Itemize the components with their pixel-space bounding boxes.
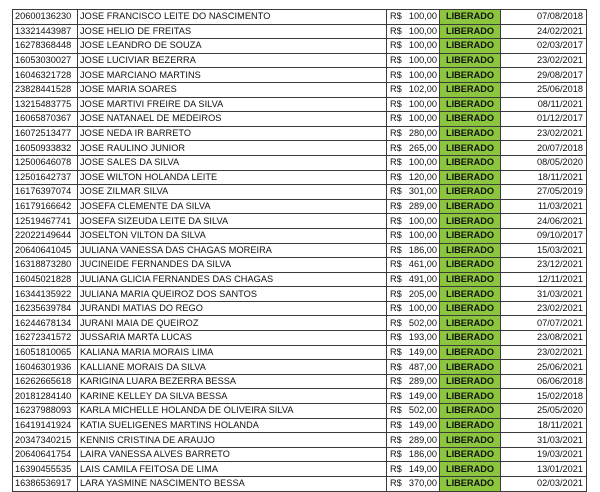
cell-currency: R$ bbox=[387, 316, 406, 331]
table-row bbox=[13, 185, 587, 200]
table-row bbox=[13, 272, 587, 287]
cell-currency: R$ bbox=[387, 433, 406, 448]
cell-amount: 487,00 bbox=[406, 360, 440, 375]
cell-status: LIBERADO bbox=[440, 53, 501, 68]
cell-name: JOSE WILTON HOLANDA LEITE bbox=[78, 170, 387, 185]
cell-date: 11/03/2021 bbox=[501, 199, 587, 214]
cell-currency: R$ bbox=[387, 462, 406, 477]
cell-currency: R$ bbox=[387, 258, 406, 273]
cell-date: 25/05/2020 bbox=[501, 404, 587, 419]
table-row bbox=[13, 287, 587, 302]
cell-date: 20/07/2018 bbox=[501, 141, 587, 156]
cell-name: LARA YASMINE NASCIMENTO BESSA bbox=[78, 477, 387, 492]
cell-status: LIBERADO bbox=[440, 316, 501, 331]
cell-status: LIBERADO bbox=[440, 462, 501, 477]
table-row bbox=[13, 126, 587, 141]
cell-date: 07/08/2018 bbox=[501, 10, 587, 25]
table-row bbox=[13, 24, 587, 39]
cell-name: JOSE MARIA SOARES bbox=[78, 82, 387, 97]
cell-name: JOSE FRANCISCO LEITE DO NASCIMENTO bbox=[78, 10, 387, 25]
cell-id: 16278368448 bbox=[13, 39, 78, 54]
cell-name: JOSE RAULINO JUNIOR bbox=[78, 141, 387, 156]
table-row bbox=[13, 10, 587, 25]
cell-status: LIBERADO bbox=[440, 360, 501, 375]
cell-name: LAIS CAMILA FEITOSA DE LIMA bbox=[78, 462, 387, 477]
table-row bbox=[13, 345, 587, 360]
cell-currency: R$ bbox=[387, 24, 406, 39]
table-row bbox=[13, 316, 587, 331]
cell-date: 08/11/2021 bbox=[501, 97, 587, 112]
cell-status: LIBERADO bbox=[440, 199, 501, 214]
table-row bbox=[13, 155, 587, 170]
table-row bbox=[13, 97, 587, 112]
table-row bbox=[13, 82, 587, 97]
cell-amount: 502,00 bbox=[406, 316, 440, 331]
cell-id: 20181284140 bbox=[13, 389, 78, 404]
cell-id: 12500646078 bbox=[13, 155, 78, 170]
cell-date: 15/02/2018 bbox=[501, 389, 587, 404]
cell-status: LIBERADO bbox=[440, 214, 501, 229]
table-row bbox=[13, 404, 587, 419]
cell-name: LAIRA VANESSA ALVES BARRETO bbox=[78, 447, 387, 462]
cell-date: 02/03/2021 bbox=[501, 477, 587, 492]
cell-currency: R$ bbox=[387, 345, 406, 360]
cell-status: LIBERADO bbox=[440, 258, 501, 273]
cell-currency: R$ bbox=[387, 97, 406, 112]
cell-status: LIBERADO bbox=[440, 477, 501, 492]
cell-amount: 193,00 bbox=[406, 331, 440, 346]
cell-amount: 102,00 bbox=[406, 82, 440, 97]
table-row bbox=[13, 199, 587, 214]
cell-amount: 100,00 bbox=[406, 214, 440, 229]
cell-status: LIBERADO bbox=[440, 287, 501, 302]
cell-id: 12501642737 bbox=[13, 170, 78, 185]
table-row bbox=[13, 258, 587, 273]
cell-amount: 186,00 bbox=[406, 243, 440, 258]
cell-currency: R$ bbox=[387, 447, 406, 462]
cell-id: 16344135922 bbox=[13, 287, 78, 302]
cell-name: JOSEFA SIZEUDA LEITE DA SILVA bbox=[78, 214, 387, 229]
cell-date: 19/03/2021 bbox=[501, 447, 587, 462]
cell-status: LIBERADO bbox=[440, 404, 501, 419]
cell-date: 23/02/2021 bbox=[501, 53, 587, 68]
cell-id: 16053030027 bbox=[13, 53, 78, 68]
cell-name: JOSE SALES DA SILVA bbox=[78, 155, 387, 170]
cell-amount: 149,00 bbox=[406, 345, 440, 360]
cell-currency: R$ bbox=[387, 301, 406, 316]
cell-amount: 205,00 bbox=[406, 287, 440, 302]
cell-date: 25/06/2021 bbox=[501, 360, 587, 375]
cell-id: 20347340215 bbox=[13, 433, 78, 448]
cell-id: 16176397074 bbox=[13, 185, 78, 200]
cell-id: 16051810065 bbox=[13, 345, 78, 360]
cell-date: 07/07/2021 bbox=[501, 316, 587, 331]
cell-date: 23/02/2021 bbox=[501, 126, 587, 141]
table-row bbox=[13, 433, 587, 448]
cell-id: 16419141924 bbox=[13, 418, 78, 433]
cell-currency: R$ bbox=[387, 477, 406, 492]
cell-status: LIBERADO bbox=[440, 374, 501, 389]
cell-name: JUCINEIDE FERNANDES DA SILVA bbox=[78, 258, 387, 273]
cell-currency: R$ bbox=[387, 404, 406, 419]
cell-currency: R$ bbox=[387, 53, 406, 68]
cell-id: 20640641754 bbox=[13, 447, 78, 462]
cell-currency: R$ bbox=[387, 112, 406, 127]
cell-amount: 100,00 bbox=[406, 39, 440, 54]
cell-name: KARLA MICHELLE HOLANDA DE OLIVEIRA SILVA bbox=[78, 404, 387, 419]
cell-status: LIBERADO bbox=[440, 39, 501, 54]
cell-currency: R$ bbox=[387, 374, 406, 389]
cell-status: LIBERADO bbox=[440, 433, 501, 448]
cell-name: KALLIANE MORAIS DA SILVA bbox=[78, 360, 387, 375]
cell-name: JULIANA MARIA QUEIROZ DOS SANTOS bbox=[78, 287, 387, 302]
cell-date: 31/03/2021 bbox=[501, 433, 587, 448]
cell-name: JOSE NEDA IR BARRETO bbox=[78, 126, 387, 141]
cell-name: JOSEFA CLEMENTE DA SILVA bbox=[78, 199, 387, 214]
cell-date: 18/11/2021 bbox=[501, 170, 587, 185]
cell-currency: R$ bbox=[387, 272, 406, 287]
cell-id: 13215483775 bbox=[13, 97, 78, 112]
cell-amount: 186,00 bbox=[406, 447, 440, 462]
cell-status: LIBERADO bbox=[440, 82, 501, 97]
cell-status: LIBERADO bbox=[440, 272, 501, 287]
cell-amount: 100,00 bbox=[406, 53, 440, 68]
cell-amount: 289,00 bbox=[406, 433, 440, 448]
cell-name: JUSSARIA MARTA LUCAS bbox=[78, 331, 387, 346]
cell-currency: R$ bbox=[387, 82, 406, 97]
cell-name: JOSE HELIO DE FREITAS bbox=[78, 24, 387, 39]
cell-id: 16072513477 bbox=[13, 126, 78, 141]
cell-amount: 461,00 bbox=[406, 258, 440, 273]
table-row bbox=[13, 214, 587, 229]
cell-id: 12519467741 bbox=[13, 214, 78, 229]
cell-date: 18/11/2021 bbox=[501, 418, 587, 433]
cell-name: JURANI MAIA DE QUEIROZ bbox=[78, 316, 387, 331]
table-row bbox=[13, 389, 587, 404]
cell-name: JOSE LUCIVIAR BEZERRA bbox=[78, 53, 387, 68]
cell-status: LIBERADO bbox=[440, 185, 501, 200]
cell-amount: 149,00 bbox=[406, 462, 440, 477]
cell-status: LIBERADO bbox=[440, 126, 501, 141]
cell-currency: R$ bbox=[387, 141, 406, 156]
cell-currency: R$ bbox=[387, 10, 406, 25]
cell-status: LIBERADO bbox=[440, 68, 501, 83]
cell-amount: 289,00 bbox=[406, 374, 440, 389]
cell-amount: 370,00 bbox=[406, 477, 440, 492]
cell-date: 09/10/2017 bbox=[501, 228, 587, 243]
cell-currency: R$ bbox=[387, 389, 406, 404]
table-row bbox=[13, 331, 587, 346]
cell-amount: 100,00 bbox=[406, 112, 440, 127]
table-row bbox=[13, 112, 587, 127]
cell-name: KATIA SUELIGENES MARTINS HOLANDA bbox=[78, 418, 387, 433]
table-row bbox=[13, 228, 587, 243]
cell-id: 16046301936 bbox=[13, 360, 78, 375]
table-row bbox=[13, 462, 587, 477]
cell-name: JOSE MARTIVI FREIRE DA SILVA bbox=[78, 97, 387, 112]
table-body bbox=[13, 10, 587, 492]
cell-amount: 491,00 bbox=[406, 272, 440, 287]
cell-id: 16045021828 bbox=[13, 272, 78, 287]
cell-status: LIBERADO bbox=[440, 331, 501, 346]
cell-date: 15/03/2021 bbox=[501, 243, 587, 258]
cell-date: 08/05/2020 bbox=[501, 155, 587, 170]
cell-amount: 149,00 bbox=[406, 418, 440, 433]
cell-currency: R$ bbox=[387, 228, 406, 243]
cell-amount: 100,00 bbox=[406, 68, 440, 83]
cell-name: KENNIS CRISTINA DE ARAUJO bbox=[78, 433, 387, 448]
cell-name: KARINE KELLEY DA SILVA BESSA bbox=[78, 389, 387, 404]
cell-date: 31/03/2021 bbox=[501, 287, 587, 302]
cell-status: LIBERADO bbox=[440, 447, 501, 462]
cell-status: LIBERADO bbox=[440, 24, 501, 39]
cell-date: 23/02/2021 bbox=[501, 301, 587, 316]
cell-date: 25/06/2018 bbox=[501, 82, 587, 97]
cell-name: JOSELTON VILTON DA SILVA bbox=[78, 228, 387, 243]
cell-name: JOSE MARCIANO MARTINS bbox=[78, 68, 387, 83]
table-row bbox=[13, 374, 587, 389]
cell-currency: R$ bbox=[387, 170, 406, 185]
table-row bbox=[13, 170, 587, 185]
cell-currency: R$ bbox=[387, 185, 406, 200]
cell-date: 12/11/2021 bbox=[501, 272, 587, 287]
cell-name: JOSE ZILMAR SILVA bbox=[78, 185, 387, 200]
cell-name: KARIGINA LUARA BEZERRA BESSA bbox=[78, 374, 387, 389]
cell-currency: R$ bbox=[387, 287, 406, 302]
cell-amount: 100,00 bbox=[406, 24, 440, 39]
cell-currency: R$ bbox=[387, 126, 406, 141]
cell-currency: R$ bbox=[387, 155, 406, 170]
cell-name: JOSE NATANAEL DE MEDEIROS bbox=[78, 112, 387, 127]
cell-amount: 100,00 bbox=[406, 155, 440, 170]
cell-date: 24/06/2021 bbox=[501, 214, 587, 229]
cell-date: 24/02/2021 bbox=[501, 24, 587, 39]
cell-id: 16235639784 bbox=[13, 301, 78, 316]
cell-status: LIBERADO bbox=[440, 345, 501, 360]
cell-id: 16262665618 bbox=[13, 374, 78, 389]
cell-id: 16050933832 bbox=[13, 141, 78, 156]
cell-amount: 100,00 bbox=[406, 97, 440, 112]
cell-name: KALIANA MARIA MORAIS LIMA bbox=[78, 345, 387, 360]
cell-date: 27/05/2019 bbox=[501, 185, 587, 200]
cell-amount: 502,00 bbox=[406, 404, 440, 419]
cell-name: JOSE LEANDRO DE SOUZA bbox=[78, 39, 387, 54]
cell-id: 20640641045 bbox=[13, 243, 78, 258]
table-row bbox=[13, 360, 587, 375]
cell-date: 29/08/2017 bbox=[501, 68, 587, 83]
cell-amount: 265,00 bbox=[406, 141, 440, 156]
cell-currency: R$ bbox=[387, 418, 406, 433]
cell-amount: 100,00 bbox=[406, 228, 440, 243]
cell-status: LIBERADO bbox=[440, 112, 501, 127]
cell-id: 16272341572 bbox=[13, 331, 78, 346]
cell-id: 16046321728 bbox=[13, 68, 78, 83]
cell-amount: 100,00 bbox=[406, 10, 440, 25]
cell-id: 16390455535 bbox=[13, 462, 78, 477]
cell-id: 20600136230 bbox=[13, 10, 78, 25]
cell-status: LIBERADO bbox=[440, 418, 501, 433]
cell-id: 16065870367 bbox=[13, 112, 78, 127]
cell-currency: R$ bbox=[387, 214, 406, 229]
cell-amount: 149,00 bbox=[406, 389, 440, 404]
cell-id: 16318873280 bbox=[13, 258, 78, 273]
cell-name: JULIANA VANESSA DAS CHAGAS MOREIRA bbox=[78, 243, 387, 258]
cell-status: LIBERADO bbox=[440, 389, 501, 404]
cell-id: 16179166642 bbox=[13, 199, 78, 214]
cell-amount: 280,00 bbox=[406, 126, 440, 141]
cell-amount: 120,00 bbox=[406, 170, 440, 185]
table-row bbox=[13, 39, 587, 54]
cell-id: 16237988093 bbox=[13, 404, 78, 419]
table-row bbox=[13, 447, 587, 462]
table-row bbox=[13, 53, 587, 68]
cell-date: 02/03/2017 bbox=[501, 39, 587, 54]
table-row bbox=[13, 418, 587, 433]
cell-date: 06/06/2018 bbox=[501, 374, 587, 389]
cell-name: JULIANA GLICIA FERNANDES DAS CHAGAS bbox=[78, 272, 387, 287]
cell-currency: R$ bbox=[387, 360, 406, 375]
cell-status: LIBERADO bbox=[440, 155, 501, 170]
cell-amount: 100,00 bbox=[406, 301, 440, 316]
cell-status: LIBERADO bbox=[440, 228, 501, 243]
cell-amount: 289,00 bbox=[406, 199, 440, 214]
cell-status: LIBERADO bbox=[440, 10, 501, 25]
cell-status: LIBERADO bbox=[440, 243, 501, 258]
cell-date: 23/02/2021 bbox=[501, 345, 587, 360]
table-row bbox=[13, 68, 587, 83]
cell-currency: R$ bbox=[387, 331, 406, 346]
cell-date: 23/08/2021 bbox=[501, 331, 587, 346]
cell-status: LIBERADO bbox=[440, 170, 501, 185]
cell-id: 23828441528 bbox=[13, 82, 78, 97]
table-row bbox=[13, 301, 587, 316]
cell-amount: 301,00 bbox=[406, 185, 440, 200]
table-row bbox=[13, 141, 587, 156]
cell-currency: R$ bbox=[387, 39, 406, 54]
cell-date: 13/01/2021 bbox=[501, 462, 587, 477]
cell-currency: R$ bbox=[387, 199, 406, 214]
cell-id: 22022149644 bbox=[13, 228, 78, 243]
cell-date: 23/12/2021 bbox=[501, 258, 587, 273]
beneficiary-table bbox=[12, 9, 587, 492]
table-row bbox=[13, 243, 587, 258]
cell-status: LIBERADO bbox=[440, 301, 501, 316]
cell-id: 16386536917 bbox=[13, 477, 78, 492]
cell-status: LIBERADO bbox=[440, 141, 501, 156]
cell-name: JURANDI MATIAS DO REGO bbox=[78, 301, 387, 316]
cell-status: LIBERADO bbox=[440, 97, 501, 112]
cell-id: 16244678134 bbox=[13, 316, 78, 331]
cell-currency: R$ bbox=[387, 243, 406, 258]
cell-currency: R$ bbox=[387, 68, 406, 83]
cell-date: 01/12/2017 bbox=[501, 112, 587, 127]
cell-id: 13321443987 bbox=[13, 24, 78, 39]
